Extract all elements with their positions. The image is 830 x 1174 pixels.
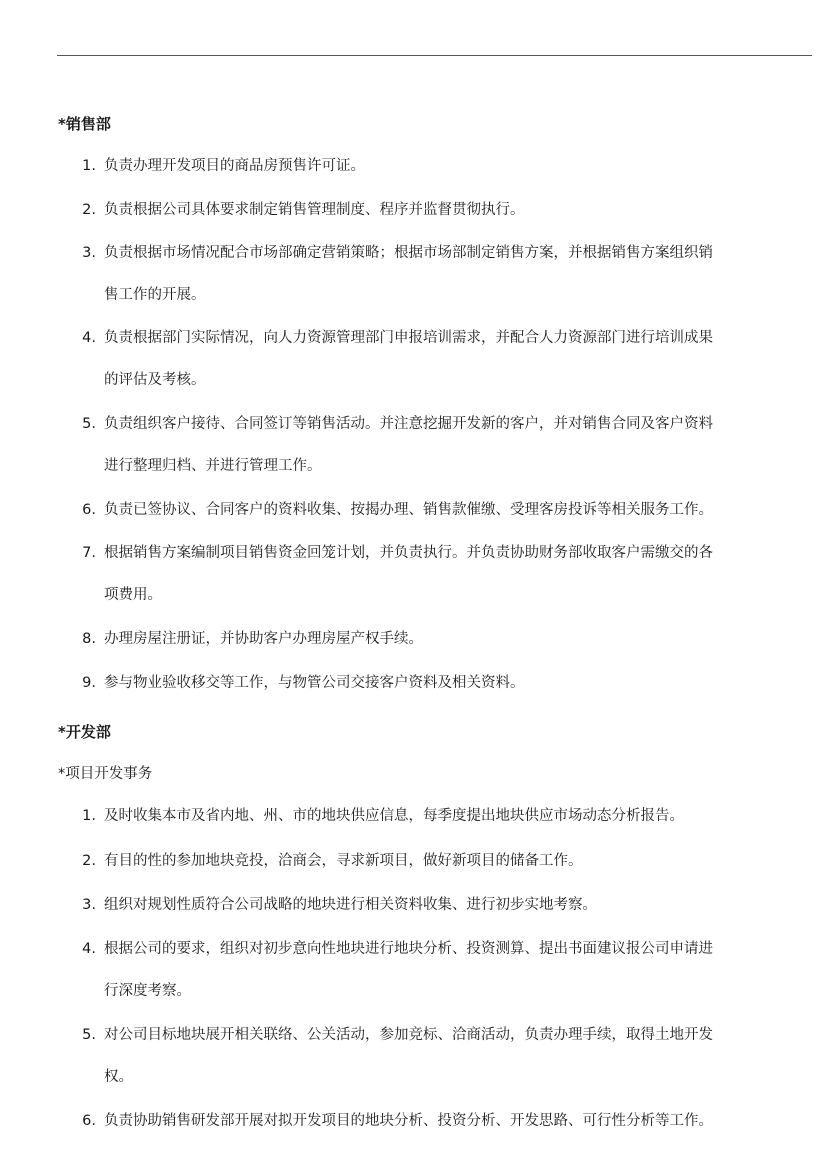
item-text: 负责组织客户接待、合同签订等销售活动。并注意挖掘开发新的客户，并对销售合同及客户资料 (104, 416, 713, 432)
item-text-cont: 权。 (104, 1069, 133, 1085)
item-text-cont: 售工作的开展。 (104, 287, 206, 303)
dev-subheading: *项目开发事务 (58, 766, 153, 782)
item-number: 2. (82, 202, 96, 218)
item-text: 组织对规划性质符合公司战略的地块进行相关资料收集、进行初步实地考察。 (104, 897, 597, 913)
item-number: 7. (82, 545, 96, 561)
item-text: 有目的性的参加地块竞投，洽商会，寻求新项目，做好新项目的储备工作。 (104, 853, 583, 869)
item-number: 3. (82, 245, 96, 261)
item-number: 1. (82, 808, 96, 824)
item-number: 5. (82, 1027, 96, 1043)
item-text: 负责根据部门实际情况，向人力资源管理部门申报培训需求，并配合人力资源部门进行培训成果 (104, 330, 713, 346)
item-text: 负责办理开发项目的商品房预售许可证。 (104, 158, 365, 174)
item-text-cont: 项费用。 (104, 587, 162, 603)
item-text: 对公司目标地块展开相关联络、公关活动，参加竞标、洽商活动，负责办理手续，取得土地开发 (104, 1027, 713, 1043)
item-text: 根据公司的要求，组织对初步意向性地块进行地块分析、投资测算、提出书面建议报公司申请进 (104, 941, 713, 957)
item-text: 负责根据市场情况配合市场部确定营销策略；根据市场部制定销售方案，并根据销售方案组织销 (104, 245, 713, 261)
item-text: 办理房屋注册证，并协助客户办理房屋产权手续。 (104, 631, 423, 647)
item-text-cont: 的评估及考核。 (104, 372, 206, 388)
item-text-cont: 行深度考察。 (104, 983, 191, 999)
item-text: 负责根据公司具体要求制定销售管理制度、程序并监督贯彻执行。 (104, 202, 525, 218)
dev-heading: *开发部 (58, 723, 111, 741)
item-text: 根据销售方案编制项目销售资金回笼计划，并负责执行。并负责协助财务部收取客户需缴交的各 (104, 545, 713, 561)
item-text-cont: 进行整理归档、并进行管理工作。 (104, 458, 322, 474)
item-number: 6. (82, 502, 96, 518)
item-number: 4. (82, 941, 96, 957)
header-rule (57, 55, 812, 56)
item-text: 及时收集本市及省内地、州、市的地块供应信息，每季度提出地块供应市场动态分析报告。 (104, 808, 684, 824)
item-text: 负责协助销售研发部开展对拟开发项目的地块分析、投资分析、开发思路、可行性分析等工作。 (104, 1113, 713, 1129)
item-number: 2. (82, 853, 96, 869)
item-number: 3. (82, 897, 96, 913)
item-text: 负责已签协议、合同客户的资料收集、按揭办理、销售款催缴、受理客房投诉等相关服务工作。 (104, 502, 713, 518)
item-number: 9. (82, 675, 96, 691)
item-number: 5. (82, 416, 96, 432)
item-number: 4. (82, 330, 96, 346)
item-text: 参与物业验收移交等工作，与物管公司交接客户资料及相关资料。 (104, 675, 525, 691)
item-number: 6. (82, 1113, 96, 1129)
item-number: 1. (82, 158, 96, 174)
sales-heading: *销售部 (58, 115, 111, 133)
item-number: 8. (82, 631, 96, 647)
